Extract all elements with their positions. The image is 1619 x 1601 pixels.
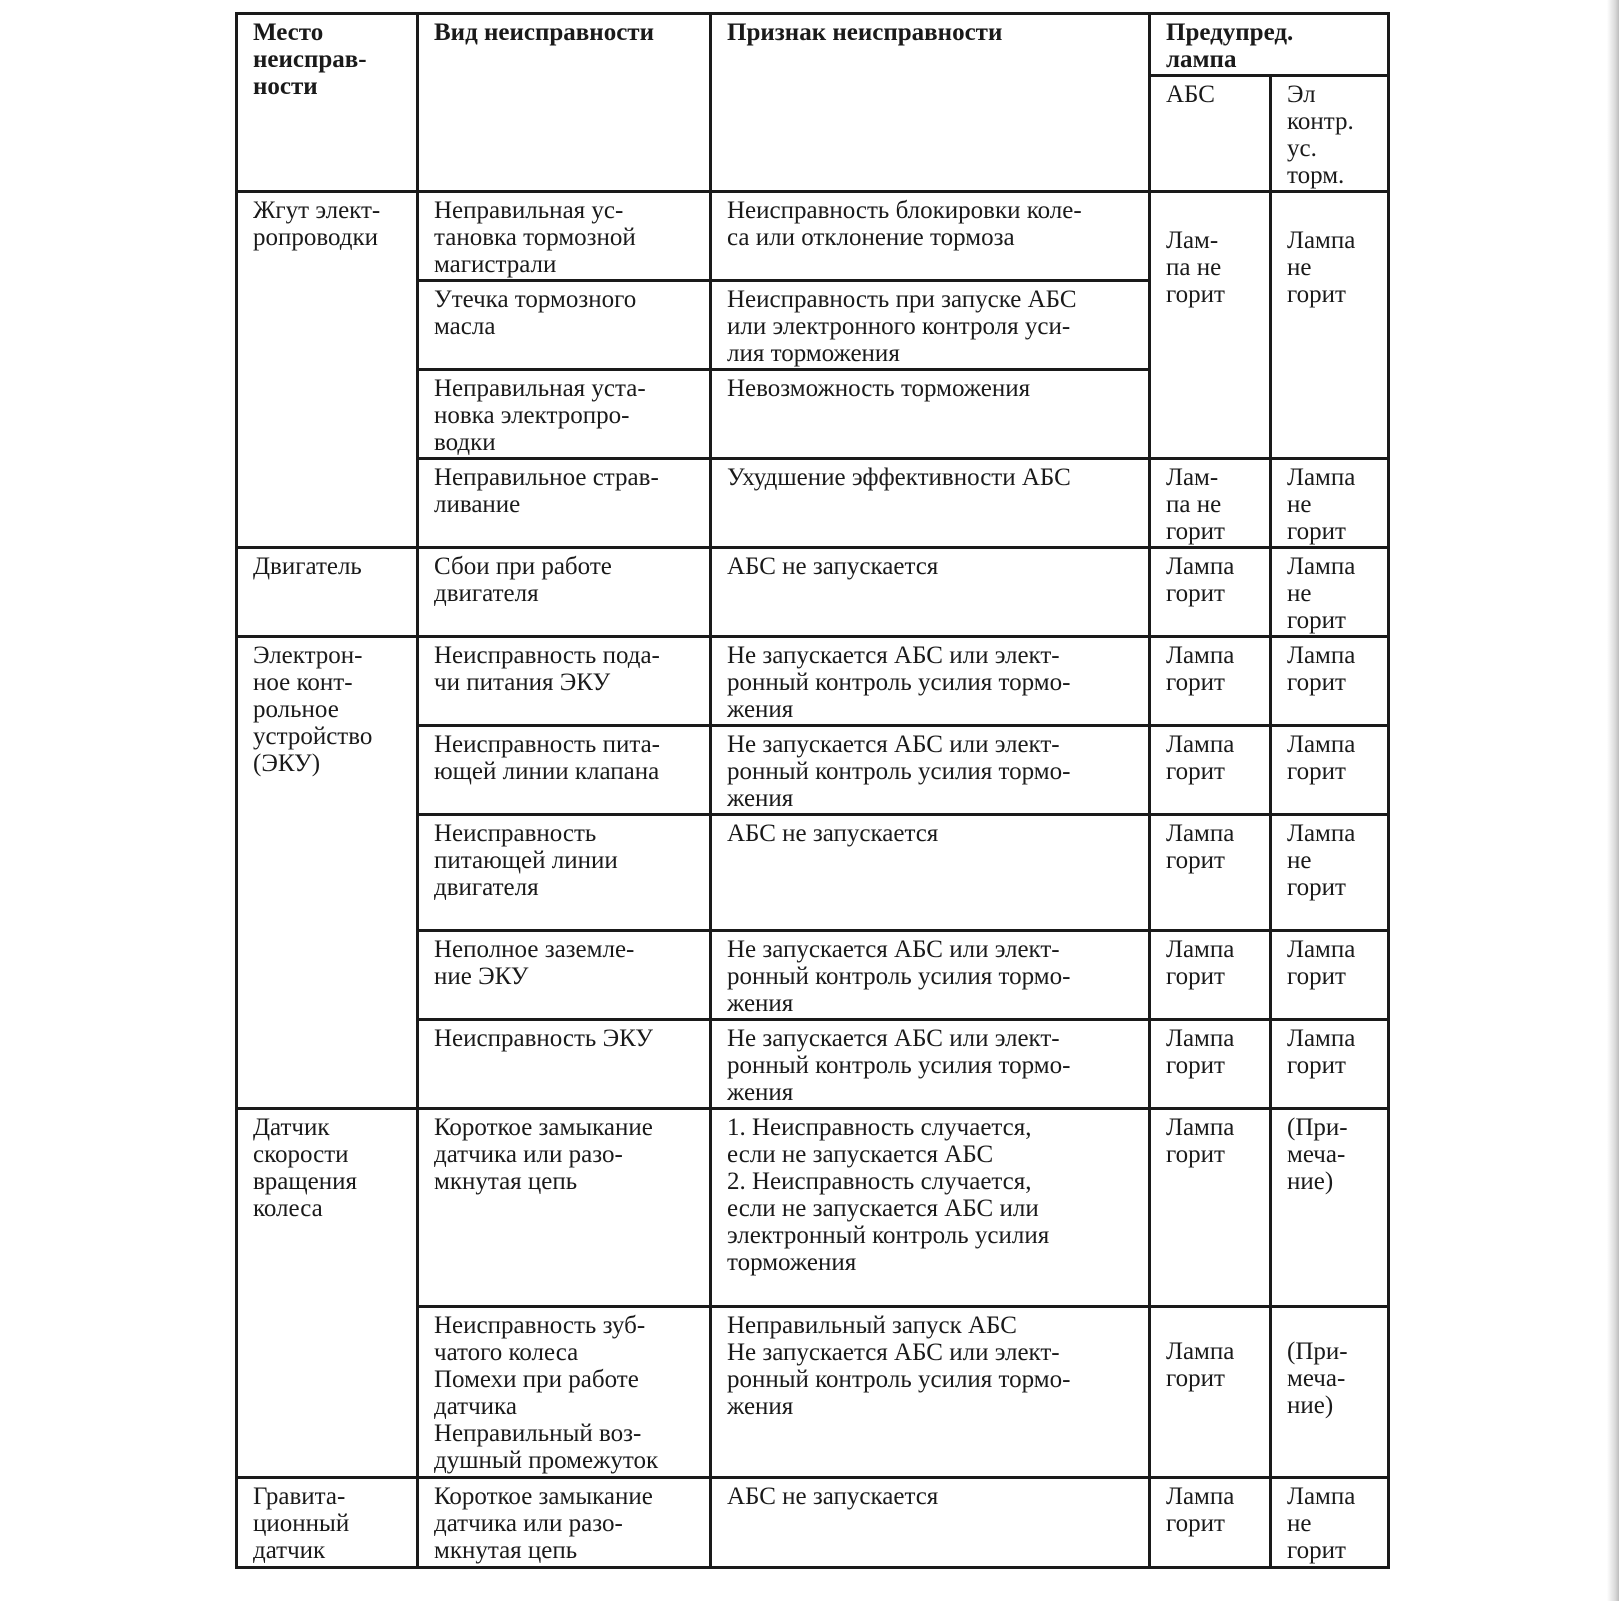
lamp-abs-cell: Лампа горит: [1150, 1109, 1271, 1307]
lamp-ebd-cell: Лампа горит: [1271, 637, 1389, 726]
location-engine: Двигатель: [237, 548, 418, 637]
fault-type-cell: Неполное заземле- ние ЭКУ: [418, 931, 711, 1020]
lamp-ebd-cell: Лампа не горит: [1271, 815, 1389, 931]
symptom-cell: Не запускается АБС или элект- ронный контроль усилия тормо- жения: [711, 726, 1150, 815]
fault-type-cell: Короткое замыкание датчика или разо- мкнутая цепь: [418, 1109, 711, 1307]
header-row: [237, 14, 1389, 76]
lamp-ebd-cell: Лампа не горит: [1271, 1478, 1389, 1568]
lamp-ebd-cell: Лампа не горит: [1271, 548, 1389, 637]
lamp-ebd-cell: Лампа горит: [1271, 726, 1389, 815]
table-row: [237, 548, 1389, 637]
location-ecu: Электрон- ное конт- рольное устройство (ЭКУ): [237, 637, 418, 1109]
table-row: [237, 1109, 1389, 1307]
fault-type-cell: Неправильное страв- ливание: [418, 459, 711, 548]
header-lamp-ebd: Эл контр. ус. торм.: [1271, 76, 1389, 192]
fault-table: [235, 12, 1390, 1569]
header-warning-lamp: Предупред. лампа: [1150, 14, 1389, 76]
symptom-cell: Неисправность при запуске АБС или электронного контроля уси- лия торможения: [711, 281, 1150, 370]
lamp-ebd-cell: Лампа горит: [1271, 931, 1389, 1020]
fault-type-cell: Неисправность ЭКУ: [418, 1020, 711, 1109]
lamp-abs-cell: Лампа горит: [1150, 1020, 1271, 1109]
fault-type-cell: Неисправность питающей линии двигателя: [418, 815, 711, 931]
lamp-abs-cell: Лампа горит: [1150, 548, 1271, 637]
symptom-cell: Неправильный запуск АБС Не запускается АБС или элект- ронный контроль усилия тормо- жения: [711, 1307, 1150, 1478]
location-harness: Жгут элект- ропроводки: [237, 192, 418, 548]
header-location: Место неисправ- ности: [237, 14, 418, 192]
fault-type-cell: Утечка тормозного масла: [418, 281, 711, 370]
lamp-abs-cell: Лам- па не горит: [1150, 459, 1271, 548]
symptom-cell: Невозможность торможения: [711, 370, 1150, 459]
fault-type-cell: Неправильная уста- новка электропро- водки: [418, 370, 711, 459]
symptom-cell: АБС не запускается: [711, 815, 1150, 931]
fault-type-cell: Неисправность зуб- чатого колеса Помехи при работе датчика Неправильный воз- душный промежуток: [418, 1307, 711, 1478]
lamp-abs-cell: Лампа горит: [1150, 637, 1271, 726]
lamp-abs-cell: Лампа горит: [1150, 931, 1271, 1020]
page-edge-shadow: [1607, 0, 1619, 1601]
symptom-cell: Не запускается АБС или элект- ронный контроль усилия тормо- жения: [711, 637, 1150, 726]
lamp-ebd-cell: (При- меча- ние): [1271, 1307, 1389, 1478]
symptom-cell: Не запускается АБС или элект- ронный контроль усилия тормо- жения: [711, 1020, 1150, 1109]
header-symptom: Признак неисправности: [711, 14, 1150, 192]
lamp-ebd-cell: Лампа не горит: [1271, 192, 1389, 459]
symptom-cell: Не запускается АБС или элект- ронный контроль усилия тормо- жения: [711, 931, 1150, 1020]
symptom-cell: АБС не запускается: [711, 548, 1150, 637]
header-lamp-abs: АБС: [1150, 76, 1271, 192]
table-row: [237, 637, 1389, 726]
lamp-abs-cell: Лампа горит: [1150, 815, 1271, 931]
symptom-cell: 1. Неисправность случается, если не запускается АБС 2. Неисправность случается, если не запускается АБС или электронный контроль усилия торможения: [711, 1109, 1150, 1307]
symptom-cell: АБС не запускается: [711, 1478, 1150, 1568]
symptom-cell: Неисправность блокировки коле- са или отклонение тормоза: [711, 192, 1150, 281]
table-row: [237, 192, 1389, 281]
fault-type-cell: Неисправность пода- чи питания ЭКУ: [418, 637, 711, 726]
lamp-ebd-cell: Лампа не горит: [1271, 459, 1389, 548]
lamp-ebd-cell: (При- меча- ние): [1271, 1109, 1389, 1307]
fault-type-cell: Неправильная ус- тановка тормозной магистрали: [418, 192, 711, 281]
location-wheel-sensor: Датчик скорости вращения колеса: [237, 1109, 418, 1478]
lamp-abs-cell: Лам- па не горит: [1150, 192, 1271, 459]
fault-type-cell: Неисправность пита- ющей линии клапана: [418, 726, 711, 815]
lamp-abs-cell: Лампа горит: [1150, 726, 1271, 815]
fault-type-cell: Короткое замыкание датчика или разо- мкнутая цепь: [418, 1478, 711, 1568]
location-gravity-sensor: Гравита- ционный датчик: [237, 1478, 418, 1568]
table-row: [237, 1478, 1389, 1568]
fault-type-cell: Сбои при работе двигателя: [418, 548, 711, 637]
lamp-abs-cell: Лампа горит: [1150, 1478, 1271, 1568]
lamp-abs-cell: Лампа горит: [1150, 1307, 1271, 1478]
lamp-ebd-cell: Лампа горит: [1271, 1020, 1389, 1109]
symptom-cell: Ухудшение эффективности АБС: [711, 459, 1150, 548]
header-fault-type: Вид неисправности: [418, 14, 711, 192]
